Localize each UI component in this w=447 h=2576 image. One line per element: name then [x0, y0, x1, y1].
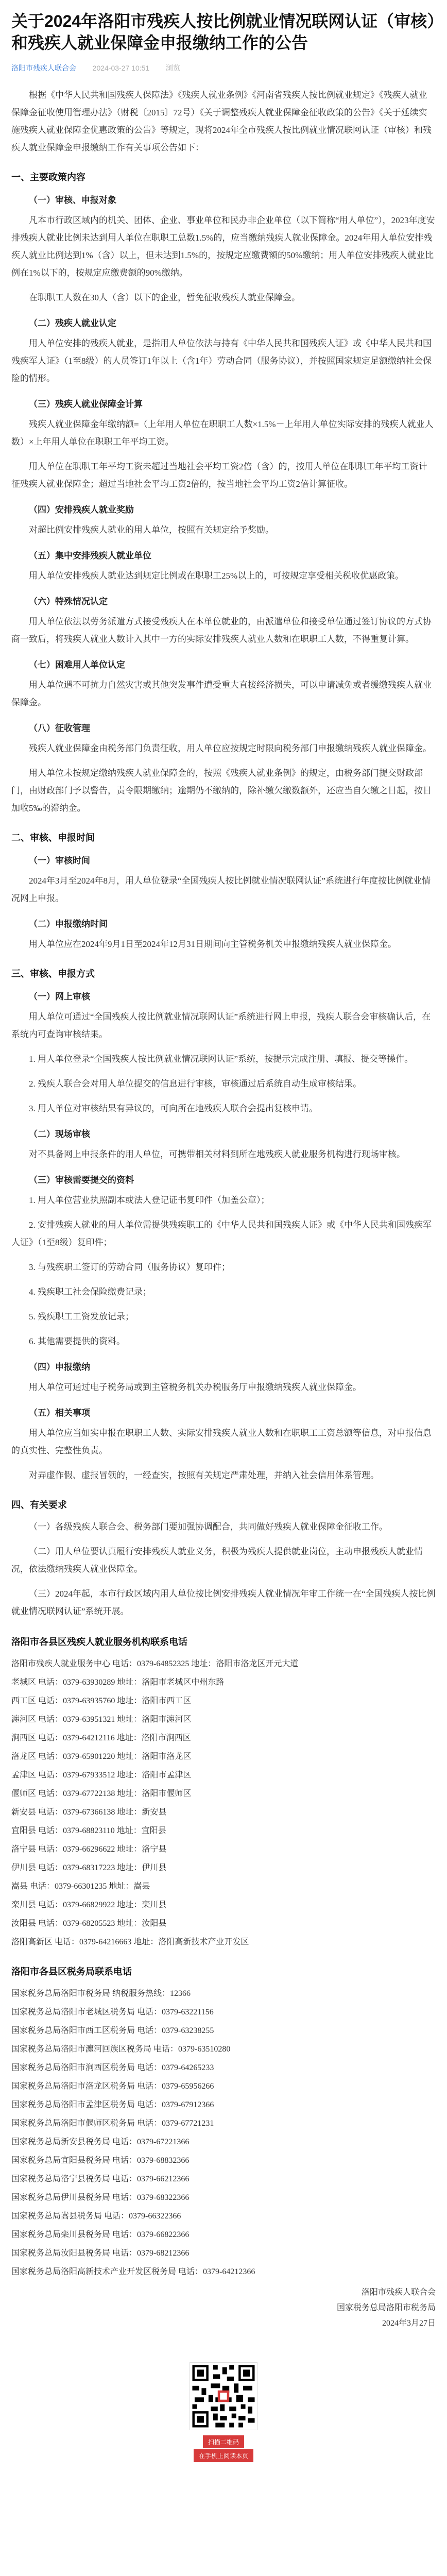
body-paragraph: （一）各级残疾人联合会、税务部门要加强协调配合，共同做好残疾人就业保障金征收工作。: [29, 1522, 388, 1532]
body-paragraph: 用人单位可通过“全国残疾人按比例就业情况联网认证”系统进行网上申报，残疾人联合会审核确认后，在系统内可查询审核结果。: [11, 1012, 431, 1039]
subsection-heading: （三）残疾人就业保障金计算: [29, 399, 143, 409]
body-paragraph: 凡本市行政区域内的机关、团体、企业、事业单位和民办非企业单位（以下简称“用人单位”），2023年度安排残疾人就业比例未达到用人单位在职职工总数1.5%的，应当缴纳残疾人就业保障金。2024年用人单位安排残疾人就业比例达到1%（含）以上，但未达到1.5%的，按规定应缴费额的50%缴纳；用人单位安排残疾人就业比例在1%以下的，按规定应缴费额的90%缴纳。: [11, 215, 435, 278]
page-title: 关于2024年洛阳市残疾人按比例就业情况联网认证（审核）和残疾人就业保障金申报缴纳工作的公告: [11, 12, 436, 52]
signoff-org2: 国家税务总局洛阳市税务局: [336, 2303, 436, 2312]
subsection-heading: （一）审核、申报对象: [29, 195, 116, 205]
tax-contact-item: 国家税务总局洛阳市偃师区税务局 电话：0379-67721231: [11, 2119, 214, 2128]
body-paragraph: （二）用人单位要认真履行安排残疾人就业义务，积极为残疾人提供就业岗位，主动申报残疾人就业情况，依法缴纳残疾人就业保障金。: [11, 1547, 423, 1574]
subsection-heading: （三）审核需要提交的资料: [29, 1175, 134, 1185]
contact-item: 西工区 电话：0379-63935760 地址：洛阳市西工区: [11, 1697, 192, 1705]
tax-contact-item: 国家税务总局伊川县税务局 电话：0379-68322366: [11, 2193, 190, 2202]
tax-contact-item: 国家税务总局洛阳市瀍河回族区税务局 电话：0379-63510280: [11, 2045, 231, 2054]
subsection-heading: （四）申报缴纳: [29, 1362, 90, 1372]
qr-footer: [11, 2362, 436, 2462]
subsection-heading: （一）审核时间: [29, 856, 90, 866]
contact-item: 洛阳市残疾人就业服务中心 电话：0379-64852325 地址：洛阳市洛龙区开元大道: [11, 1659, 299, 1668]
tax-contact-item: 国家税务总局洛阳市涧西区税务局 电话：0379-64265233: [11, 2063, 214, 2072]
contacts-heading: 洛阳市各县区残疾人就业服务机构联系电话: [11, 1637, 187, 1647]
body-paragraph: 2. 残疾人联合会对用人单位提交的信息进行审核，审核通过后系统自动生成审核结果。: [29, 1079, 362, 1089]
contact-item: 新安县 电话：0379-67366138 地址：新安县: [11, 1808, 167, 1817]
body-paragraph: 用人单位安排的残疾人就业，是指用人单位依法与持有《中华人民共和国残疾人证》或《中华人民共和国残疾军人证》（1至8级）的人员签订1年以上（含1年）劳动合同（服务协议），并按照国家规定足额缴纳社会保险的情形。: [11, 338, 432, 383]
article-date: 2024-03-27 10:51: [92, 64, 150, 72]
meta-separator: [157, 64, 159, 72]
article-lead: 根据《中华人民共和国残疾人保障法》《残疾人就业条例》《河南省残疾人按比例就业规定》《残疾人就业保障金征收使用管理办法》（财税〔2015〕72号）《关于调整残疾人就业保障金征收政策的公告》《关于延续实施残疾人就业保障金优惠政策的公告》等规定，现将2024年全市残疾人按比例就业情况联网认证（审核）和残疾人就业保障金申报缴纳工作有关事项公告如下：: [11, 90, 432, 152]
body-paragraph: 对不具备网上申报条件的用人单位，可携带相关材料到所在地残疾人就业服务机构进行现场审核。: [29, 1149, 405, 1159]
section-heading: 二、审核、申报时间: [11, 833, 95, 843]
body-paragraph: 用人单位安排残疾人就业达到规定比例或在职职工25%以上的，可按规定享受相关税收优惠政策。: [29, 571, 404, 581]
subsection-heading: （二）残疾人就业认定: [29, 318, 116, 328]
article-views: 浏览: [165, 64, 180, 72]
section-heading: 一、主要政策内容: [11, 172, 85, 182]
article-sections: [11, 170, 436, 1620]
contact-item: 孟津区 电话：0379-67933512 地址：洛阳市孟津区: [11, 1771, 192, 1780]
subsection-heading: （一）网上审核: [29, 992, 90, 1002]
subsection-heading: （五）相关事项: [29, 1408, 90, 1418]
section-heading: 四、有关要求: [11, 1500, 67, 1510]
tax-contact-item: 国家税务总局洛阳市税务局 纳税服务热线：12366: [11, 1989, 191, 1998]
body-paragraph: 用人单位应当如实申报在职职工人数、实际安排残疾人就业人数和在职职工工资总额等信息，对申报信息的真实性、完整性负责。: [11, 1428, 432, 1455]
tax-contact-item: 国家税务总局新安县税务局 电话：0379-67221366: [11, 2138, 190, 2146]
body-paragraph: 对弄虚作假、虚报冒领的，一经查实，按照有关规定严肃处理，并纳入社会信用体系管理。: [29, 1470, 379, 1480]
body-paragraph: 残疾人就业保障金由税务部门负责征收，用人单位应按规定时限向税务部门申报缴纳残疾人就业保障金。: [29, 743, 432, 753]
article-source[interactable]: 洛阳市残疾人联合会: [11, 64, 76, 72]
subsection-heading: （六）特殊情况认定: [29, 597, 108, 606]
contact-item: 洛阳高新区 电话：0379-64216663 地址：洛阳高新技术产业开发区: [11, 1938, 249, 1946]
tax-contact-item: 国家税务总局洛阳市孟津区税务局 电话：0379-67912366: [11, 2100, 214, 2109]
contact-item: 栾川县 电话：0379-66829922 地址：栾川县: [11, 1901, 167, 1909]
qr-caption-2: 在手机上阅读本页: [194, 2449, 253, 2462]
contacts-list: [11, 1656, 436, 1950]
body-paragraph: 5. 残疾职工工资发放记录；: [29, 1312, 134, 1321]
body-paragraph: 残疾人就业保障金年缴纳额=（上年用人单位在职职工人数×1.5%－上年用人单位实际安排的残疾人就业人数）×上年用人单位在职职工年平均工资。: [11, 419, 434, 447]
body-paragraph: （三）2024年起，本市行政区域内用人单位按比例安排残疾人就业情况年审工作统一在“全国残疾人按比例就业情况联网认证”系统开展。: [11, 1589, 436, 1616]
contact-item: 偃师区 电话：0379-67722138 地址：洛阳市偃师区: [11, 1789, 192, 1798]
section-heading: 三、审核、申报方式: [11, 969, 95, 979]
tax-contact-item: 国家税务总局汝阳县税务局 电话：0379-68212366: [11, 2249, 190, 2258]
contact-item: 伊川县 电话：0379-68317223 地址：伊川县: [11, 1863, 167, 1872]
contact-item: 嵩县 电话：0379-66301235 地址：嵩县: [11, 1882, 150, 1891]
signoff-org: 洛阳市残疾人联合会: [361, 2288, 436, 2297]
signoff-date: 2024年3月27日: [382, 2319, 436, 2328]
tax-contact-item: 国家税务总局宜阳县税务局 电话：0379-68832366: [11, 2156, 190, 2165]
body-paragraph: 对超比例安排残疾人就业的用人单位，按照有关规定给予奖励。: [29, 525, 274, 535]
body-paragraph: 2024年3月至2024年8月，用人单位登录“全国残疾人按比例就业情况联网认证”系统进行年度按比例就业情况网上申报。: [11, 876, 431, 903]
subsection-heading: （五）集中安排残疾人就业单位: [29, 551, 151, 561]
body-paragraph: 用人单位应在2024年9月1日至2024年12月31日期间向主管税务机关申报缴纳残疾人就业保障金。: [29, 939, 397, 949]
subsection-heading: （八）征收管理: [29, 723, 90, 733]
contact-item: 汝阳县 电话：0379-68205523 地址：汝阳县: [11, 1919, 167, 1928]
contact-item: 洛龙区 电话：0379-65901220 地址：洛阳市洛龙区: [11, 1752, 192, 1761]
tax-contact-item: 国家税务总局洛阳市洛龙区税务局 电话：0379-65956266: [11, 2082, 214, 2091]
body-paragraph: 在职职工人数在30人（含）以下的企业，暂免征收残疾人就业保障金。: [29, 293, 300, 302]
article-meta: [11, 63, 436, 73]
body-paragraph: 用人单位在职职工年平均工资未超过当地社会平均工资2倍（含）的，按用人单位在职职工年平均工资计征残疾人就业保障金；超过当地社会平均工资2倍的，按当地社会平均工资2倍计算征收。: [11, 462, 427, 489]
tax-list: [11, 1986, 436, 2280]
body-paragraph: 用人单位未按规定缴纳残疾人就业保障金的，按照《残疾人就业条例》的规定，由税务部门提交财政部门，由财政部门予以警告，责令限期缴纳；逾期仍不缴纳的，除补缴欠缴数额外，还应当自欠缴之日起，按日加收5‰的滞纳金。: [11, 768, 432, 813]
body-paragraph: 6. 其他需要提供的资料。: [29, 1336, 125, 1346]
tax-contact-item: 国家税务总局嵩县税务局 电话：0379-66322366: [11, 2212, 181, 2221]
body-paragraph: 1. 用人单位营业执照副本或法人登记证书复印件（加盖公章）；: [29, 1195, 270, 1205]
contact-item: 涧西区 电话：0379-64212116 地址：洛阳市涧西区: [11, 1734, 191, 1742]
tax-contact-item: 国家税务总局洛阳市西工区税务局 电话：0379-63238255: [11, 2026, 214, 2035]
qr-code-icon[interactable]: [190, 2362, 257, 2430]
tax-contact-item: 国家税务总局洛阳高新技术产业开发区税务局 电话：0379-64212366: [11, 2267, 255, 2276]
subsection-heading: （二）申报缴纳时间: [29, 919, 108, 929]
contact-item: 瀍河区 电话：0379-63951321 地址：洛阳市瀍河区: [11, 1715, 192, 1724]
body-paragraph: 用人单位可通过电子税务局或到主管税务机关办税服务厅申报缴纳残疾人就业保障金。: [29, 1382, 362, 1392]
meta-separator: [83, 64, 85, 72]
body-paragraph: 4. 残疾职工社会保险缴费记录；: [29, 1287, 151, 1297]
body-paragraph: 3. 用人单位对审核结果有异议的，可向所在地残疾人联合会提出复核申请。: [29, 1104, 318, 1113]
body-paragraph: 用人单位遇不可抗力自然灾害或其他突发事件遭受重大直接经济损失，可以申请减免或者缓缴残疾人就业保障金。: [11, 680, 432, 707]
body-paragraph: 3. 与残疾职工签订的劳动合同（服务协议）复印件；: [29, 1262, 230, 1272]
body-paragraph: 2. 安排残疾人就业的用人单位需提供残疾职工的《中华人民共和国残疾人证》或《中华人民共和国残疾军人证》（1至8级）复印件；: [11, 1220, 432, 1247]
contact-item: 老城区 电话：0379-63930289 地址：洛阳市老城区中州东路: [11, 1678, 225, 1687]
tax-contact-item: 国家税务总局洛宁县税务局 电话：0379-66212366: [11, 2175, 190, 2183]
contact-item: 洛宁县 电话：0379-66296622 地址：洛宁县: [11, 1845, 167, 1854]
subsection-heading: （四）安排残疾人就业奖励: [29, 505, 134, 515]
body-paragraph: 用人单位依法以劳务派遣方式接受残疾人在本单位就业的，由派遣单位和接受单位通过签订协议的方式协商一致后，将残疾人就业人数计入其中一方的实际安排残疾人就业人数和在职职工人数，不得重复计算。: [11, 617, 432, 644]
tax-contact-item: 国家税务总局栾川县税务局 电话：0379-66822366: [11, 2230, 190, 2239]
body-paragraph: 1. 用人单位登录“全国残疾人按比例就业情况联网认证”系统，按提示完成注册、填报、提交等操作。: [29, 1054, 414, 1064]
qr-caption: 扫描二维码: [203, 2435, 244, 2448]
subsection-heading: （二）现场审核: [29, 1129, 90, 1139]
contact-item: 宜阳县 电话：0379-68823110 地址：宜阳县: [11, 1826, 166, 1835]
tax-heading: 洛阳市各县区税务局联系电话: [11, 1967, 132, 1977]
subsection-heading: （七）困难用人单位认定: [29, 660, 125, 670]
tax-contact-item: 国家税务总局洛阳市老城区税务局 电话：0379-63221156: [11, 2008, 214, 2016]
